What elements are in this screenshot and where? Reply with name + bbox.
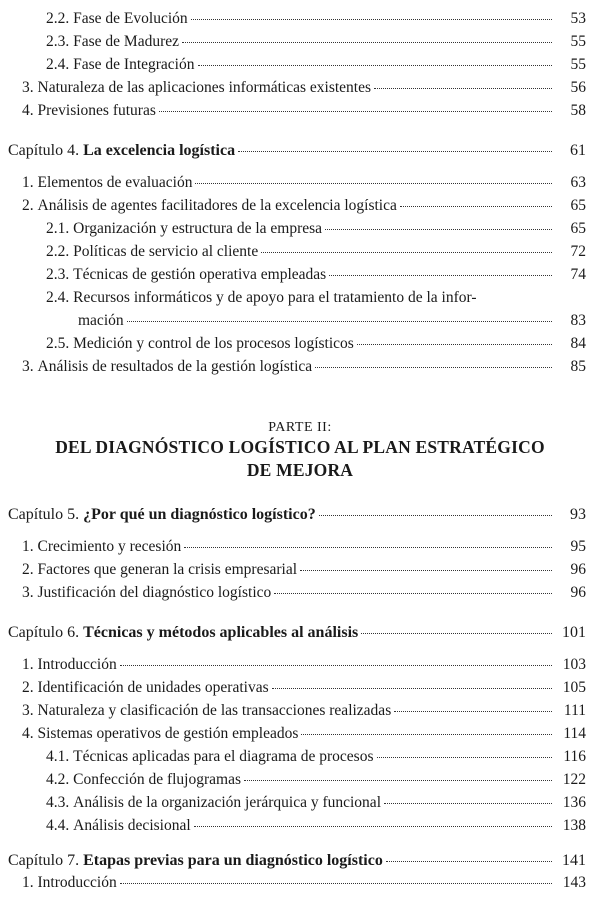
toc-entry [46, 266, 586, 284]
toc-entry [46, 817, 586, 835]
entry-title: Confección de flujogramas [73, 771, 241, 788]
entry-title: Previsiones futuras [37, 102, 156, 119]
toc-entry [46, 771, 586, 789]
chapter-title: ¿Por qué un diagnóstico logístico? [83, 506, 316, 523]
dot-leader [120, 883, 552, 884]
chapter-label: Capítulo 5. [8, 506, 80, 523]
entry-number: 4. [22, 725, 34, 742]
entry-page: 136 [562, 794, 586, 811]
toc-entry [22, 358, 586, 376]
toc-entry [22, 679, 586, 697]
chapter-page: 61 [570, 142, 586, 159]
chapter-title: Etapas previas para un diagnóstico logístico [83, 852, 383, 869]
entry-title: Fase de Evolución [73, 10, 188, 27]
entry-number: 2.1. [46, 220, 70, 237]
dot-leader [127, 321, 552, 322]
entry-number: 2.3. [46, 266, 70, 283]
toc-entry [22, 197, 586, 215]
entry-title: Políticas de servicio al cliente [73, 243, 259, 260]
entry-number: 1. [22, 874, 34, 891]
entry-number: 3. [22, 79, 34, 96]
chapter-title: Técnicas y métodos aplicables al análisis [83, 624, 359, 641]
entry-page: 74 [570, 266, 586, 283]
entry-page: 56 [570, 79, 586, 96]
entry-page: 116 [563, 748, 586, 765]
toc-entry [22, 79, 586, 97]
toc-entry [46, 748, 586, 766]
part-title-line-2: DE MEJORA [246, 460, 354, 480]
entry-number: 2.4. [46, 56, 70, 73]
chapter-page: 101 [562, 624, 586, 641]
dot-leader [386, 861, 552, 862]
entry-page: 96 [570, 584, 586, 601]
chapter-heading [8, 142, 586, 160]
entry-page: 83 [570, 312, 586, 329]
chapter-label: Capítulo 6. [8, 624, 80, 641]
toc-entry [46, 794, 586, 812]
toc-entry [22, 725, 586, 743]
chapter-heading [8, 506, 586, 524]
entry-page: 85 [570, 358, 586, 375]
entry-number: 4.4. [46, 817, 70, 834]
entry-title: Justificación del diagnóstico logístico [37, 584, 272, 601]
entry-number: 4.3. [46, 794, 70, 811]
entry-page: 58 [570, 102, 586, 119]
entry-title: Sistemas operativos de gestión empleados [37, 725, 299, 742]
dot-leader [300, 570, 552, 571]
entry-page: 63 [570, 174, 586, 191]
dot-leader [195, 183, 552, 184]
dot-leader [374, 88, 552, 89]
entry-title: Análisis de agentes facilitadores de la excelencia logística [37, 197, 397, 214]
entry-title: mación [78, 312, 124, 329]
entry-page: 143 [562, 874, 586, 891]
toc-entry [22, 102, 586, 120]
part-title-line-1: DEL DIAGNÓSTICO LOGÍSTICO AL PLAN ESTRATÉGICO [55, 437, 545, 457]
entry-page: 65 [570, 220, 586, 237]
toc-entry [22, 874, 586, 892]
toc-entry-wrapped [46, 289, 586, 307]
entry-number: 4. [22, 102, 34, 119]
dot-leader [184, 547, 552, 548]
dot-leader [377, 757, 553, 758]
dot-leader [159, 111, 552, 112]
entry-page: 138 [562, 817, 586, 834]
dot-leader [244, 780, 552, 781]
dot-leader [384, 803, 552, 804]
entry-number: 3. [22, 702, 34, 719]
dot-leader [238, 151, 552, 152]
dot-leader [272, 688, 552, 689]
chapter-label: Capítulo 4. [8, 142, 80, 159]
chapter-label: Capítulo 7. [8, 852, 80, 869]
entry-title: Crecimiento y recesión [37, 538, 182, 555]
dot-leader [400, 206, 552, 207]
entry-number: 2. [22, 561, 34, 578]
entry-title: Factores que generan la crisis empresarial [37, 561, 298, 578]
part-label: PARTE II: [268, 420, 332, 435]
entry-number: 1. [22, 656, 34, 673]
dot-leader [315, 367, 552, 368]
chapter-heading [8, 624, 586, 642]
dot-leader [182, 42, 552, 43]
toc-entry [22, 174, 586, 192]
entry-page: 103 [562, 656, 586, 673]
entry-title: Medición y control de los procesos logísticos [73, 335, 354, 352]
entry-number: 4.1. [46, 748, 70, 765]
entry-page: 95 [570, 538, 586, 555]
entry-title: Fase de Madurez [73, 33, 179, 50]
entry-page: 105 [562, 679, 586, 696]
entry-page: 72 [570, 243, 586, 260]
entry-page: 96 [570, 561, 586, 578]
dot-leader [274, 593, 552, 594]
entry-title: Introducción [37, 656, 117, 673]
entry-page: 55 [570, 33, 586, 50]
toc-entry [46, 220, 586, 238]
toc-entry [22, 656, 586, 674]
toc-entry [22, 702, 586, 720]
dot-leader [301, 734, 552, 735]
dot-leader [191, 19, 552, 20]
toc-entry [22, 584, 586, 602]
entry-title: Análisis de la organización jerárquica y funcional [73, 794, 381, 811]
toc-entry [22, 538, 586, 556]
entry-page: 114 [563, 725, 586, 742]
entry-title: Naturaleza de las aplicaciones informáticas existentes [37, 79, 372, 96]
entry-number: 2. [22, 197, 34, 214]
chapter-title: La excelencia logística [83, 142, 236, 159]
entry-number: 2.2. [46, 10, 70, 27]
entry-number: 2.2. [46, 243, 70, 260]
chapter-heading [8, 852, 586, 870]
entry-number: 4.2. [46, 771, 70, 788]
entry-number: 3. [22, 358, 34, 375]
entry-title: Naturaleza y clasificación de las transacciones realizadas [37, 702, 392, 719]
chapter-page: 141 [562, 852, 586, 869]
entry-number: 2.5. [46, 335, 70, 352]
dot-leader [261, 252, 552, 253]
dot-leader [198, 65, 553, 66]
entry-title: Introducción [37, 874, 117, 891]
entry-page: 65 [570, 197, 586, 214]
entry-title: Fase de Integración [73, 56, 195, 73]
entry-number: 2.3. [46, 33, 70, 50]
entry-page: 122 [562, 771, 586, 788]
entry-title: Recursos informáticos y de apoyo para el tratamiento de la infor- [73, 289, 477, 306]
dot-leader [194, 826, 552, 827]
entry-title: Organización y estructura de la empresa [73, 220, 323, 237]
dot-leader [325, 229, 552, 230]
toc-entry [46, 10, 586, 28]
entry-title: Elementos de evaluación [37, 174, 193, 191]
dot-leader [394, 711, 552, 712]
entry-title: Análisis de resultados de la gestión logística [37, 358, 313, 375]
entry-page: 53 [570, 10, 586, 27]
toc-entry [46, 335, 586, 353]
dot-leader [329, 275, 552, 276]
toc-entry [46, 33, 586, 51]
dot-leader [120, 665, 552, 666]
entry-number: 1. [22, 174, 34, 191]
entry-page: 111 [563, 702, 586, 719]
dot-leader [361, 633, 552, 634]
entry-number: 2. [22, 679, 34, 696]
entry-page: 84 [570, 335, 586, 352]
entry-title: Análisis decisional [73, 817, 191, 834]
dot-leader [319, 515, 552, 516]
entry-title: Técnicas de gestión operativa empleadas [73, 266, 327, 283]
toc-entry [46, 56, 586, 74]
entry-page: 55 [570, 56, 586, 73]
entry-number: 3. [22, 584, 34, 601]
toc-entry-continuation [78, 312, 586, 330]
dot-leader [357, 344, 552, 345]
entry-title: Identificación de unidades operativas [37, 679, 269, 696]
toc-entry [46, 243, 586, 261]
chapter-page: 93 [570, 506, 586, 523]
entry-title: Técnicas aplicadas para el diagrama de procesos [73, 748, 374, 765]
entry-number: 1. [22, 538, 34, 555]
entry-number: 2.4. [46, 289, 70, 306]
toc-entry [22, 561, 586, 579]
